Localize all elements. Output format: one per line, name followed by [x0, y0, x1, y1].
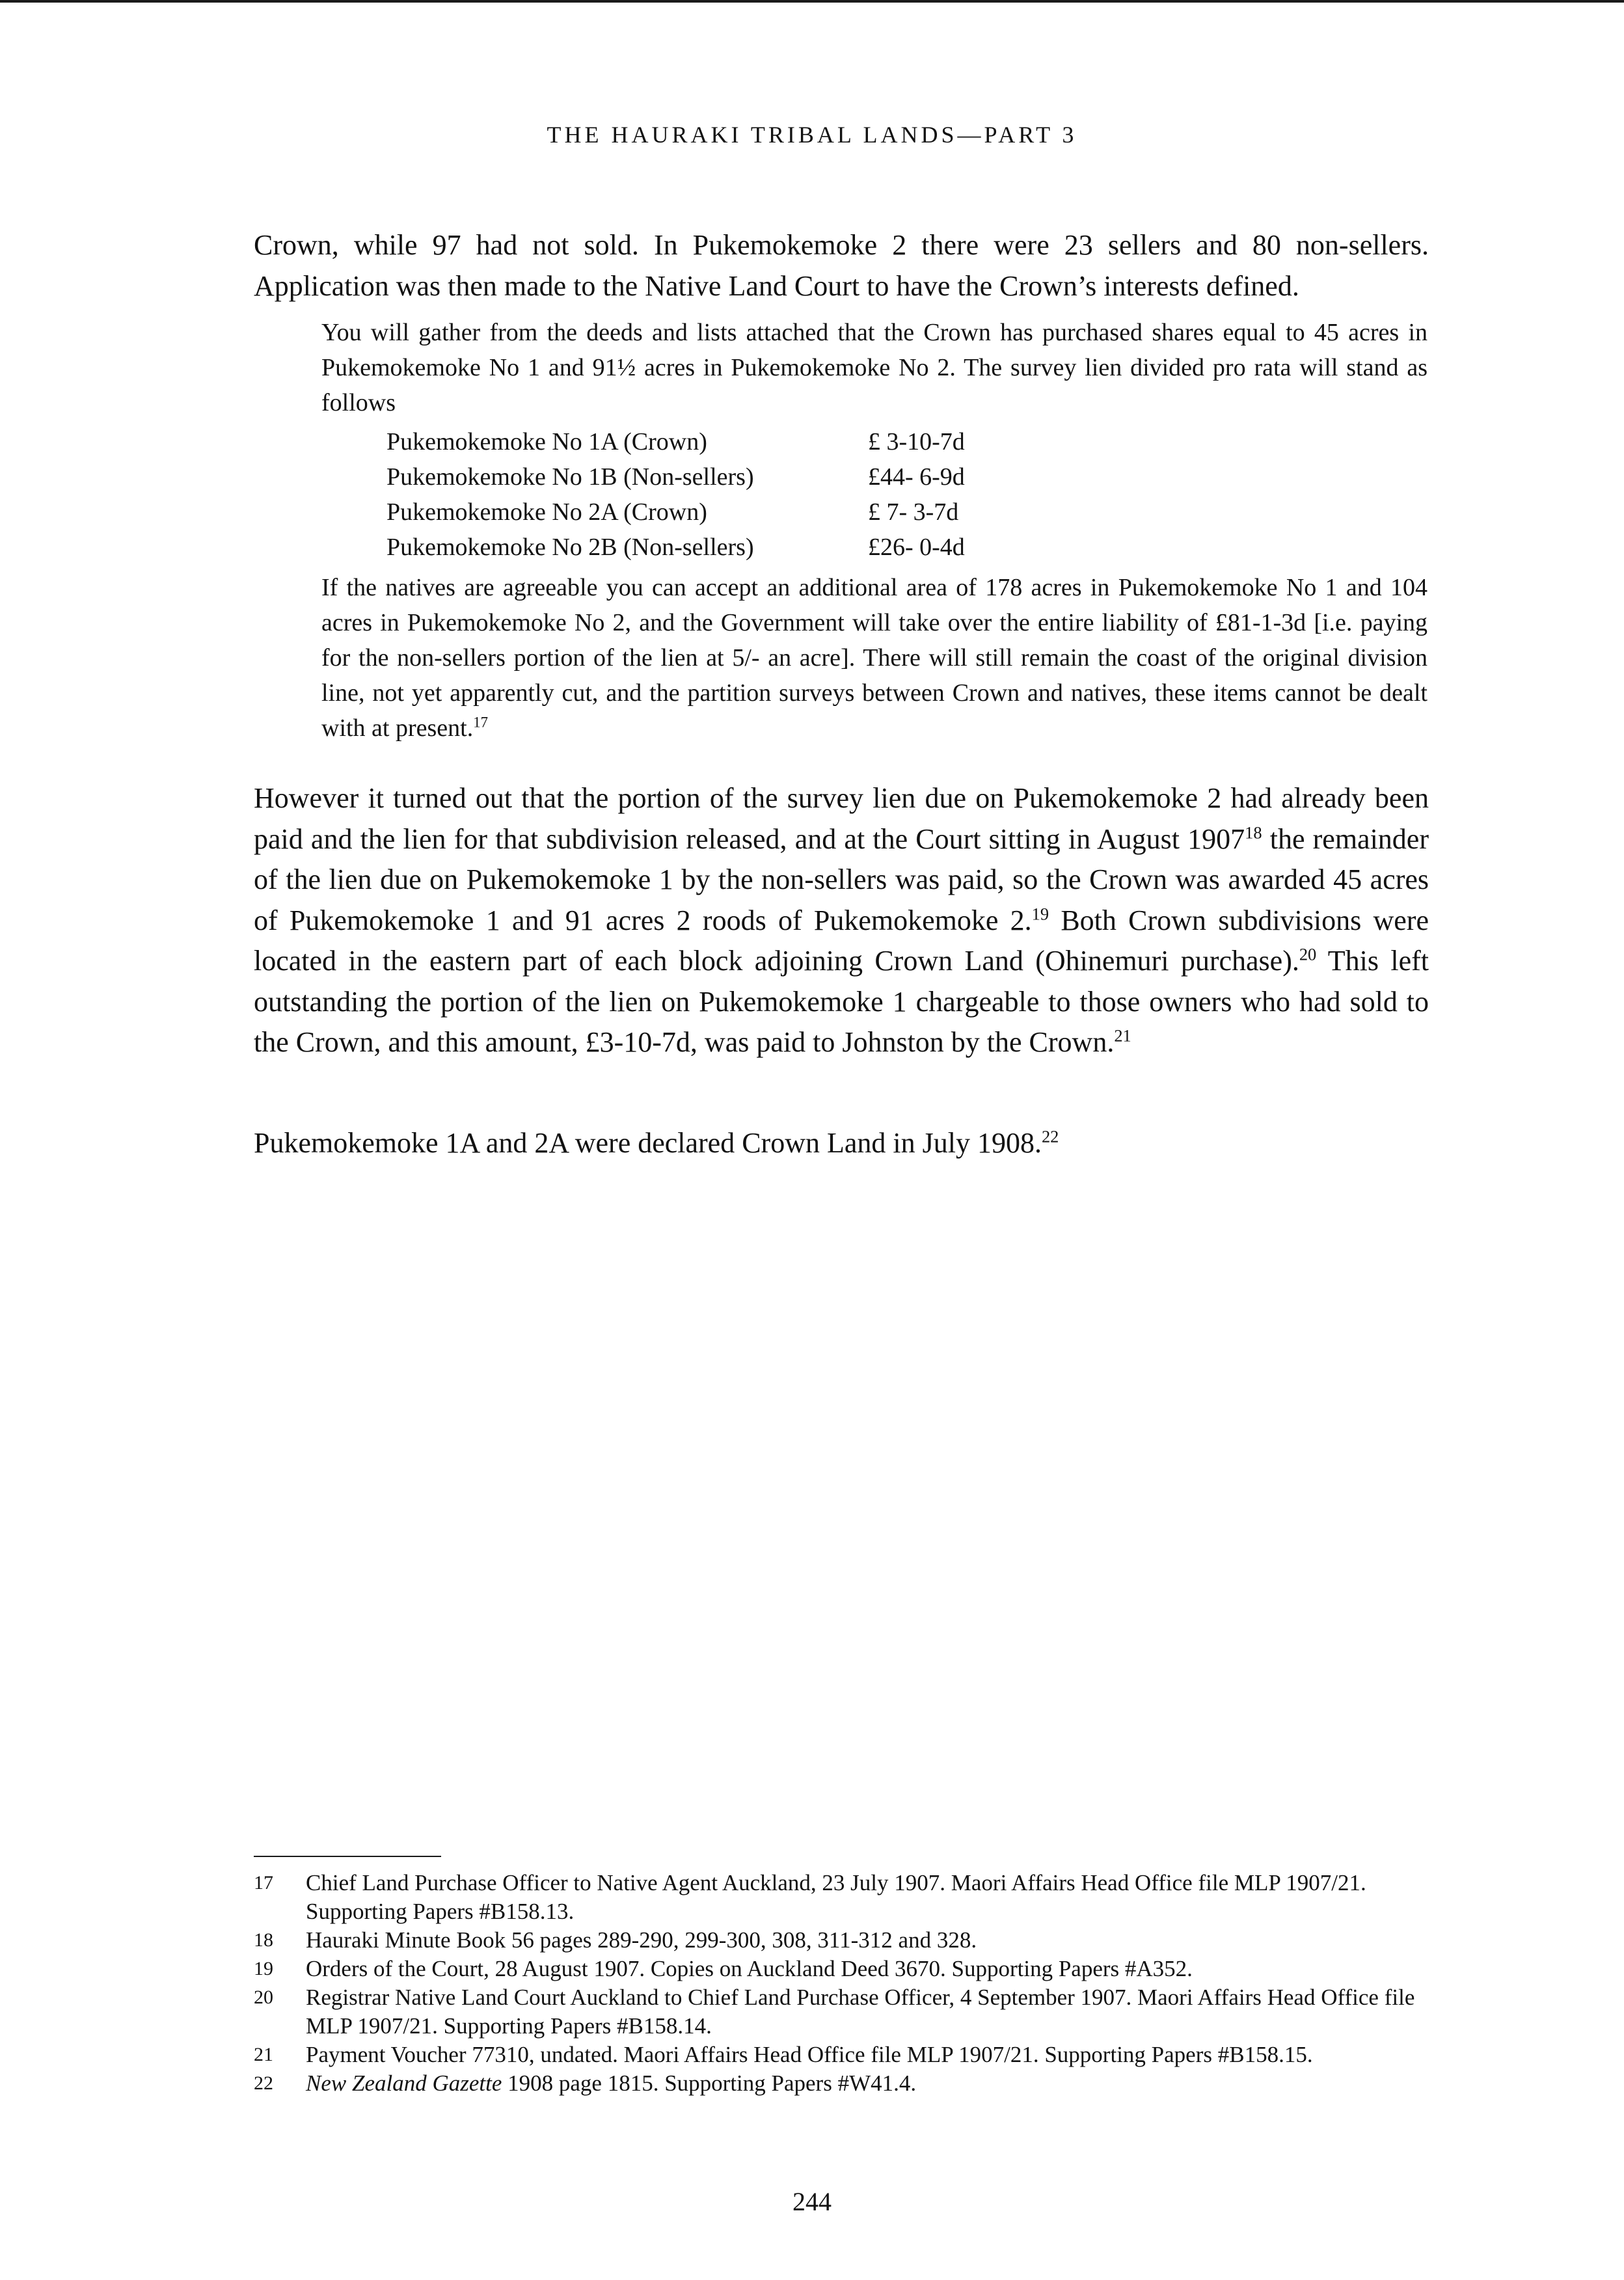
table-row: [386, 530, 965, 565]
row-amount: £44- 6-9d: [868, 463, 965, 491]
footnote-number: 18: [254, 1929, 273, 1951]
footnote-ref-20: 20: [1299, 944, 1317, 964]
footnote-number: 17: [254, 1872, 273, 1893]
row-label: Pukemokemoke No 2A (Crown): [386, 498, 707, 526]
footnote-separator: [254, 1856, 441, 1857]
footnote-text-rest: 1908 page 1815. Supporting Papers #W41.4.: [502, 2070, 917, 2096]
row-label: Pukemokemoke No 2B (Non-sellers): [386, 534, 754, 561]
table-row: [386, 424, 965, 459]
footnote-number: 21: [254, 2044, 273, 2065]
footnote-ref-19: 19: [1031, 903, 1049, 923]
paragraph-text: However it turned out that the portion of the survey lien due on Pukemokemoke 2 had already been paid and the lien for that subdivision released, and at the Court sitting in August 1907: [254, 782, 1429, 855]
paragraph-crown-land: [254, 1123, 1429, 1164]
table-row: [386, 495, 965, 530]
footnote-ref-21: 21: [1114, 1025, 1131, 1046]
paragraph-text: Both Crown subdivisions were located in the eastern part of each block adjoining Crown Land (Ohinemuri purchase).: [254, 904, 1429, 977]
footnote-text: Payment Voucher 77310, undated. Maori Affairs Head Office file MLP 1907/21. Supporting Papers #B158.15.: [306, 2042, 1313, 2067]
footnote-text: [306, 2069, 1431, 2098]
row-amount: £ 3-10-7d: [868, 428, 965, 455]
footnote-17: [254, 1869, 1431, 1926]
row-amount: £ 7- 3-7d: [868, 498, 959, 526]
quote-close: [321, 570, 1428, 746]
paragraph-text: the remainder of the lien due on Pukemokemoke 1 by the non-sellers was paid, so the Crown was awarded 45 acres of Pukemokemoke 1 and 91 acres 2 roods of Pukemokemoke 2.: [254, 822, 1429, 936]
footnote-ref-18: 18: [1245, 822, 1262, 842]
footnote-text: Hauraki Minute Book 56 pages 289-290, 299-300, 308, 311-312 and 328.: [306, 1927, 977, 1953]
block-quote: [321, 315, 1428, 746]
paragraph-crown-sellers: Crown, while 97 had not sold. In Pukemokemoke 2 there were 23 sellers and 80 non-sellers. Application was then made to the Native Land Court to have the Crown’s interests defined.: [254, 229, 1429, 302]
gazette-title: New Zealand Gazette: [306, 2070, 502, 2096]
footnote-text: Orders of the Court, 28 August 1907. Copies on Auckland Deed 3670. Supporting Papers #A352.: [306, 1956, 1193, 1981]
row-label: Pukemokemoke No 1A (Crown): [386, 428, 707, 455]
footnote-21: [254, 2041, 1431, 2069]
paragraph-text: This left outstanding the portion of the lien on Pukemokemoke 1 chargeable to those owners who had sold to the Crown, and this amount, £3-10-7d, was paid to Johnston by the Crown.: [254, 945, 1429, 1058]
paragraph-text: Pukemokemoke 1A and 2A were declared Crown Land in July 1908.: [254, 1127, 1042, 1159]
running-head: THE HAURAKI TRIBAL LANDS—PART 3: [547, 122, 1077, 148]
paragraph-survey-lien: [254, 778, 1429, 1063]
footnote-number: 22: [254, 2072, 273, 2094]
row-amount: £26- 0-4d: [868, 534, 965, 561]
quote-close-text: If the natives are agreeable you can accept an additional area of 178 acres in Pukemokemoke No 1 and 104 acres in Pukemokemoke No 2, and the Government will take over the entire liability of £81-1-3d [i.e. paying for the non-sellers portion of the lien at 5/- an acre]. There will still remain the coast of the original division line, not yet apparently cut, and the partition surveys between Crown and natives, these items cannot be dealt with at present.: [321, 574, 1428, 742]
page-number: 244: [792, 2187, 832, 2216]
footnote-text: Registrar Native Land Court Auckland to Chief Land Purchase Officer, 4 September 1907. Maori Affairs Head Office file MLP 1907/21. Supporting Papers #B158.14.: [306, 1985, 1415, 2039]
footnote-number: 20: [254, 1987, 273, 2008]
footnote-20: [254, 1983, 1431, 2041]
footnote-19: [254, 1955, 1431, 1983]
table-row: [386, 459, 965, 495]
footnote-22: [254, 2069, 1431, 2098]
footnote-18: [254, 1926, 1431, 1955]
footnote-text: Chief Land Purchase Officer to Native Agent Auckland, 23 July 1907. Maori Affairs Head Office file MLP 1907/21. Supporting Papers #B158.13.: [306, 1870, 1366, 1924]
quote-intro: You will gather from the deeds and lists attached that the Crown has purchased shares equal to 45 acres in Pukemokemoke No 1 and 91½ acres in Pukemokemoke No 2. The survey lien divided pro rata will stand as follows: [321, 319, 1428, 416]
footnote-number: 19: [254, 1958, 273, 1979]
survey-lien-table: [386, 424, 965, 565]
row-label: Pukemokemoke No 1B (Non-sellers): [386, 463, 754, 491]
footnotes: [254, 1869, 1431, 2098]
footnote-ref-17: 17: [473, 714, 489, 731]
top-border-rule: [0, 0, 1624, 3]
footnote-ref-22: 22: [1041, 1126, 1059, 1147]
